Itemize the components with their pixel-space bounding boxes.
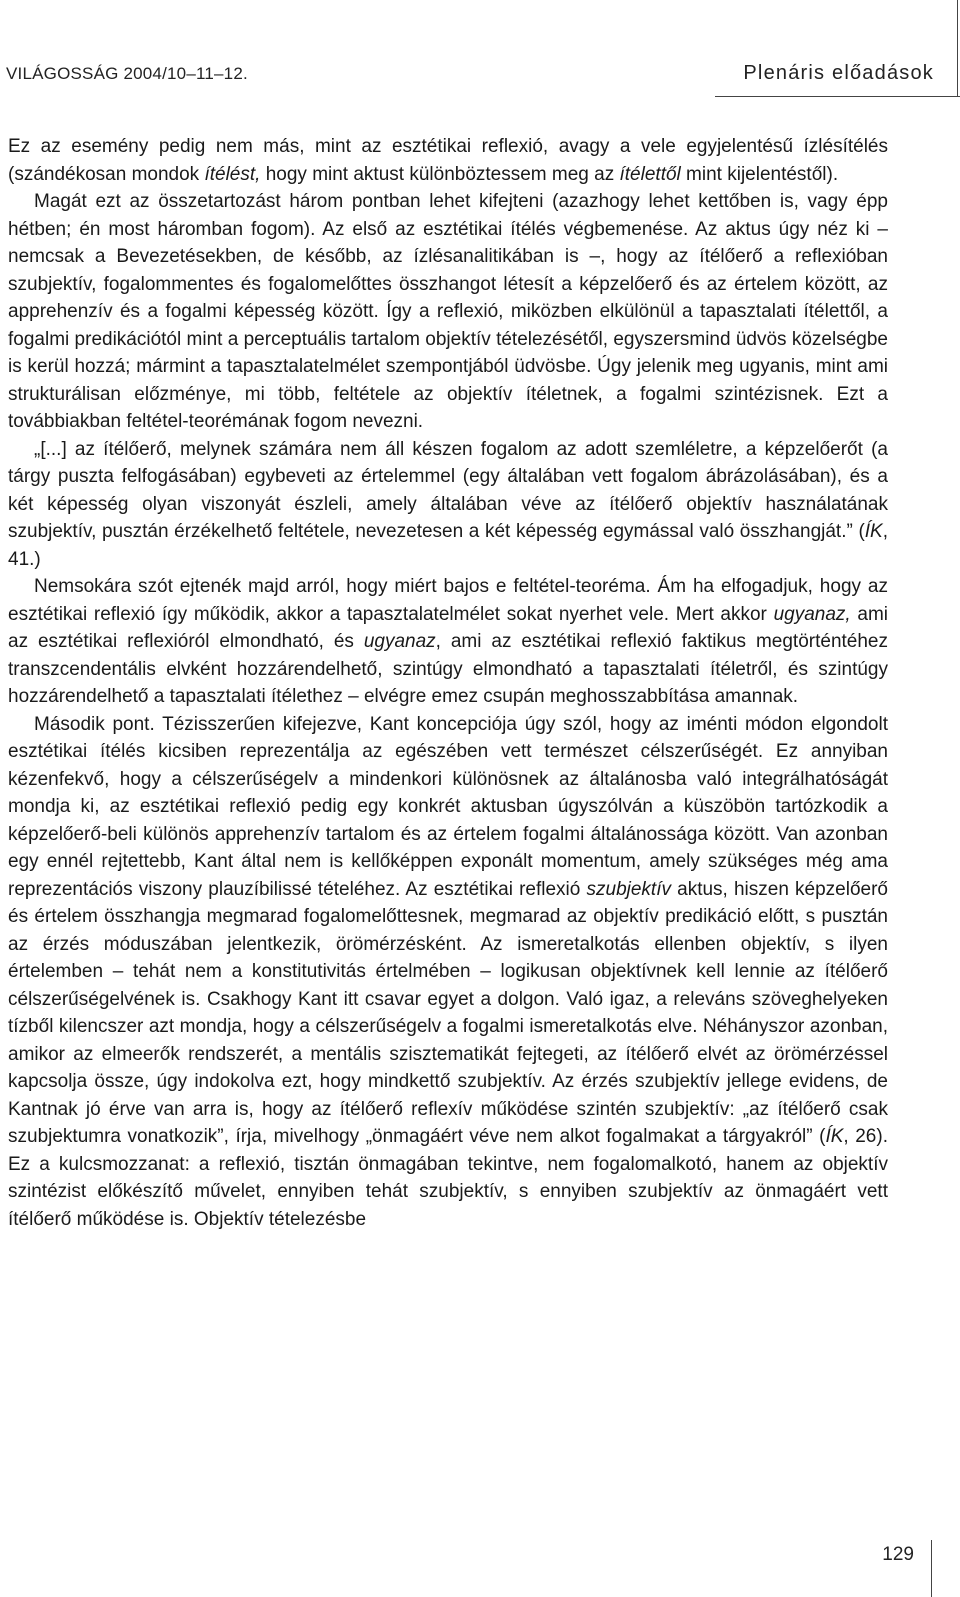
paragraph-text: Magát ezt az összetartozást három pontban lehet kifejteni (azazhogy lehet kettőben is, vagy épp hétben; én most háromban fogom). Az első az esztétikai ítélés végbemenése. Az aktus úgy néz ki – nemcsak a Bevezetésekben, de később, az ízlésanalitikában is –, hogy az ítélőerő a reflexióban szubjektív, fogalommentes és fogalomelőttes összhangot létesít a képzelőerő és az értelem között, az apprehenzív és a fogalmi képesség között. Így a reflexió, miközben elkülönül a tapasztalati ítélettől, a fogalmi predikációtól mint a perceptuális tartalom objektív tételezésétől, egyszersmind üdvös közelségbe is kerül hozzá; mármint a tapasztalatelmélet szempontjából üdvösbe. Úgy jelenik meg ugyanis, mint ami strukturálisan előzménye, mi több, feltétele az objektív ítéletnek, a fogalmi szintézisnek. Ezt a továbbiakban feltétel-teorémának fogom nevezni.	[8, 191, 888, 432]
paragraph-text: ami az esztétikai reflexióról elmondható, és	[8, 603, 889, 652]
page-number: 129	[882, 1544, 914, 1565]
paragraph-text: Ez az esemény pedig nem más, mint az esztétikai reflexió, avagy a vele egyjelentésű ízlésítélés (szándékosan mondok	[8, 136, 888, 185]
journal-title: VILÁGOSSÁG 2004/10–11–12.	[6, 64, 248, 83]
paragraph-text: , ami az esztétikai reflexió faktikus megtörténtéhez transzcendentális elvként hozzárendelhető, szintúgy elmondható a tapasztalati ítéletről, és szintúgy hozzárendelhető a tapasztalati ítélethez – elvégre emez csupán meghosszabbítása amannak.	[8, 631, 888, 707]
paragraph-text: Nemsokára szót ejtenék majd arról, hogy miért bajos e feltétel-teoréma. Ám ha elfogadjuk, hogy az esztétikai reflexió így működik, akkor a tapasztalatelmélet sokat nyerhet vele. Mert akkor	[8, 576, 888, 625]
footer-rule-vertical	[931, 1540, 932, 1597]
paragraph-text: „[...] az ítélőerő, melynek számára nem áll készen fogalom az adott szemléletre, a képzelőerőt (a tárgy puszta felfogásában) egybeveti az értelemmel (egy általában vett fogalom ábrázolásában), és a két képesség olyan viszonyát észleli, amely általában véve az ítélőerő objektív használatának szubjektív, pusztán érzékelhető feltétele, nevezetesen a két képesség egymással való összhangját.” (	[8, 438, 888, 542]
body-paragraph	[8, 573, 888, 711]
header-rule-vertical	[957, 0, 958, 97]
body-paragraph	[8, 436, 888, 574]
italic-text: ÍK	[864, 521, 883, 542]
paragraph-text: mint kijelentéstől).	[680, 163, 839, 185]
paragraph-text: , 26). Ez a kulcsmozzanat: a reflexió, tisztán önmagában tekintve, nem fogalomalkotó, hanem az objektív szintézist előkészítő művelet, ennyiben tehát szubjektív, s ennyiben szubjektív az önmagáért vett ítélőerő működése is. Objektív tételezésbe	[8, 1126, 888, 1230]
article-body	[8, 133, 888, 1233]
paragraph-text: hogy mint aktust különböztessem meg az	[260, 163, 620, 185]
paragraph-text: Második pont. Tézisszerűen kifejezve, Kant koncepciója úgy szól, hogy az iménti módon elgondolt esztétikai ítélés kicsiben reprezentálja az egészében vett természet célszerűségét. Ez annyiban kézenfekvő, hogy a célszerűségelv a mindenkori különösnek az általánosba való integrálhatóságát mondja ki, az esztétikai reflexió pedig egy konkrét aktusban úgyszólván a küszöbön tartózkodik a képzelőerő-beli különös apprehenzív tartalom és az értelem fogalmi általánossága között. Van azonban egy ennél rejtettebb, Kant által nem is kellőképpen exponált momentum, amely szükséges még ama reprezentációs viszony plauzíbilissé tételéhez. Az esztétikai reflexió	[8, 713, 888, 900]
italic-text: ítélést,	[204, 163, 261, 185]
italic-text: szubjektív	[586, 878, 671, 900]
italic-text: ugyanaz,	[773, 603, 851, 625]
italic-text: ítélettől	[619, 163, 681, 185]
body-paragraph	[8, 711, 888, 1234]
italic-text: ÍK	[825, 1126, 844, 1147]
body-paragraph	[8, 133, 888, 188]
paragraph-text: aktus, hiszen képzelőerő és értelem összhangja megmarad fogalomelőttesnek, megmarad az objektív predikáció előtt, s pusztán az érzés móduszában jelentkezik, örömérzésként. Az ismeretalkotás ellenben objektív, s ilyen értelemben – tehát nem a konstitutivitás értelmében – logikusan objektívnek kell lennie az ítélőerő célszerűségelvének is. Csakhogy Kant itt csavar egyet a dolgon. Való igaz, a releváns szöveghelyeken tízből kilencszer azt mondja, hogy a célszerűségelv a fogalmi ismeretalkotás elve. Néhányszor azonban, amikor az elmeerők rendszerét, a mentális szisztematikát fejtegeti, az ítélőerő elvét az örömérzéssel kapcsolja össze, úgy indokolva ezt, hogy mindkettő szubjektív. Az érzés szubjektív jellege evidens, de Kantnak jó érve van arra is, hogy az ítélőerő reflexív működése szintén szubjektív: „az ítélőerő csak szubjektumra vonatkozik”, írja, mivelhogy „önmagáért véve nem alkot fogalmakat a tárgyakról” (	[8, 878, 888, 1147]
page-header	[0, 0, 960, 98]
header-rule-horizontal	[715, 96, 960, 97]
italic-text: ugyanaz	[363, 631, 436, 652]
paragraph-text: , 41.)	[8, 521, 888, 570]
section-title: Plenáris előadások	[743, 62, 934, 84]
body-paragraph	[8, 188, 888, 436]
